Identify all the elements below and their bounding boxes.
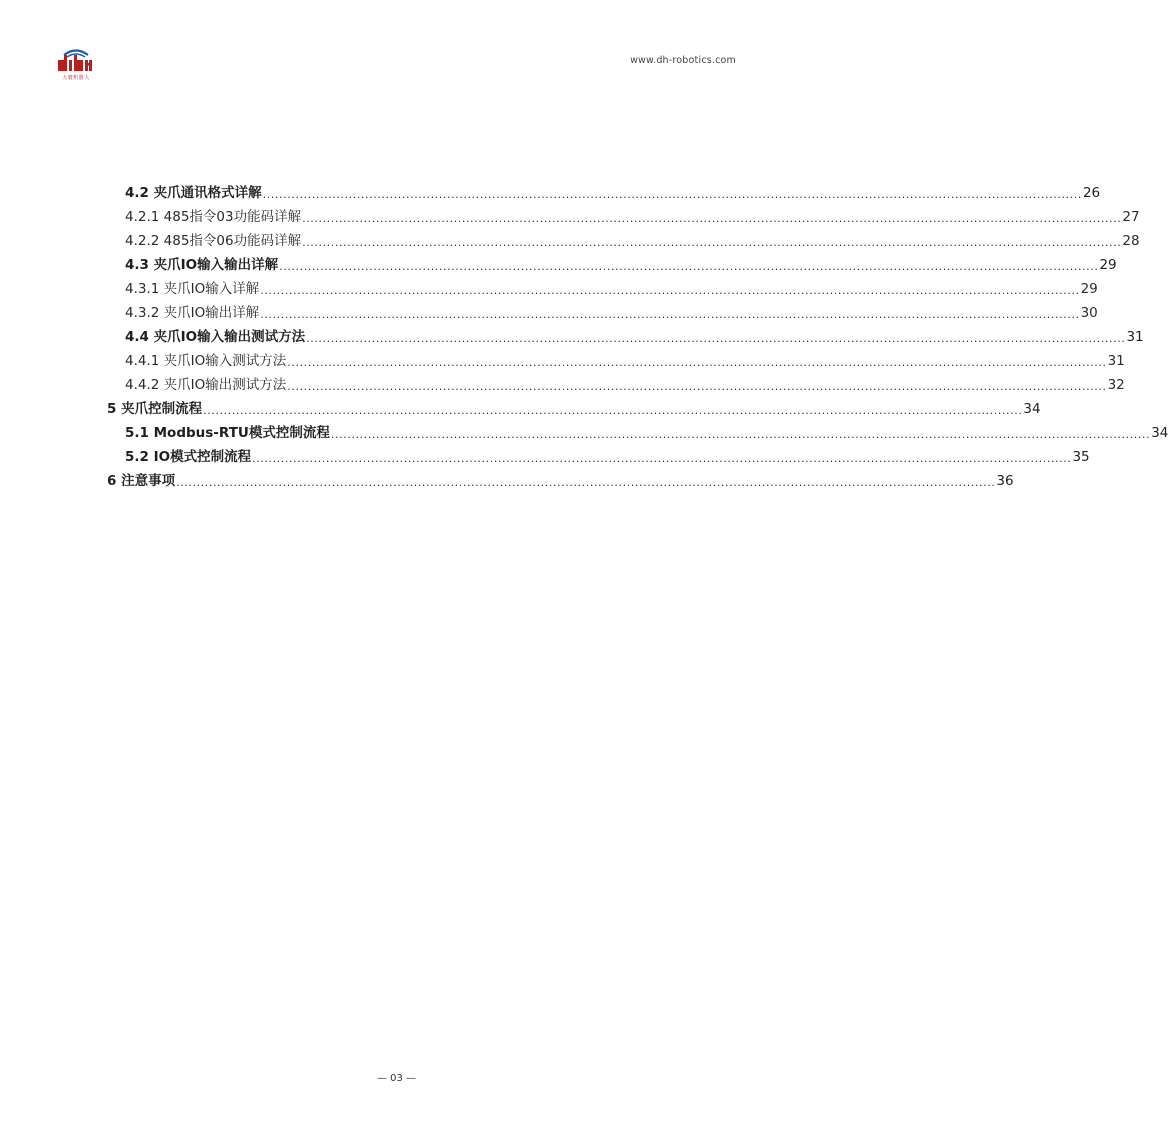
- toc-leader-dots: ........................................................................................................................................................................................................: [252, 452, 1072, 465]
- toc-entry-page: 28: [1122, 233, 1140, 249]
- toc-entry-page: 31: [1126, 329, 1144, 345]
- toc-entry-title: 4.2.1 485指令03功能码详解: [125, 209, 302, 225]
- toc-leader-dots: ........................................................................................................................................................................................................: [287, 356, 1107, 369]
- logo-caption: 大寰机器人: [62, 75, 90, 81]
- toc-entry-title: 4.3.1 夹爪IO输入详解: [125, 281, 260, 297]
- toc-entry-page: 29: [1099, 257, 1117, 273]
- toc-entry[interactable]: [125, 207, 1140, 227]
- toc-entry-title: 4.2.2 485指令06功能码详解: [125, 233, 302, 249]
- toc-entry-page: 34: [1023, 401, 1041, 417]
- toc-entry[interactable]: [125, 231, 1140, 251]
- toc-entry-title: 4.4.1 夹爪IO输入测试方法: [125, 353, 287, 369]
- toc-entry[interactable]: [125, 351, 1125, 371]
- toc-entry-title: 4.4 夹爪IO输入输出测试方法: [125, 329, 306, 345]
- toc-entry-page: 35: [1072, 449, 1090, 465]
- toc-entry[interactable]: [125, 375, 1125, 395]
- page-number: — 03 —: [376, 1073, 417, 1084]
- toc-leader-dots: ........................................................................................................................................................................................................: [176, 476, 996, 489]
- toc-leader-dots: ........................................................................................................................................................................................................: [287, 380, 1107, 393]
- toc-leader-dots: ........................................................................................................................................................................................................: [302, 212, 1122, 225]
- toc-entry-title: 4.2 夹爪通讯格式详解: [125, 185, 262, 201]
- toc-leader-dots: ........................................................................................................................................................................................................: [260, 308, 1080, 321]
- website-url: www.dh-robotics.com: [630, 55, 736, 66]
- toc-leader-dots: ........................................................................................................................................................................................................: [260, 284, 1080, 297]
- toc-entry-title: 5.2 IO模式控制流程: [125, 449, 252, 465]
- toc-entry[interactable]: [107, 399, 1041, 419]
- toc-entry[interactable]: [125, 303, 1098, 323]
- toc-entry[interactable]: [125, 255, 1117, 275]
- toc-entry-title: 4.4.2 夹爪IO输出测试方法: [125, 377, 287, 393]
- toc-leader-dots: ........................................................................................................................................................................................................: [203, 404, 1023, 417]
- toc-entry[interactable]: [125, 279, 1098, 299]
- toc-entry[interactable]: [125, 423, 1168, 443]
- toc-entry-title: 5.1 Modbus-RTU模式控制流程: [125, 425, 330, 441]
- toc-entry[interactable]: [125, 447, 1090, 467]
- toc-entry-page: 36: [996, 473, 1014, 489]
- toc-entry-page: 27: [1122, 209, 1140, 225]
- toc-entry-page: 32: [1107, 377, 1125, 393]
- toc-leader-dots: ........................................................................................................................................................................................................: [306, 332, 1126, 345]
- toc-leader-dots: ........................................................................................................................................................................................................: [279, 260, 1099, 273]
- toc-entry-page: 30: [1080, 305, 1098, 321]
- toc-entry-page: 26: [1082, 185, 1101, 201]
- toc-entry-title: 4.3 夹爪IO输入输出详解: [125, 257, 279, 273]
- toc-entry-page: 31: [1107, 353, 1125, 369]
- toc-leader-dots: ........................................................................................................................................................................................................: [302, 236, 1122, 249]
- toc-leader-dots: ........................................................................................................................................................................................................: [330, 428, 1151, 441]
- toc-entry[interactable]: [125, 327, 1144, 347]
- toc-entry[interactable]: [107, 471, 1014, 491]
- toc-leader-dots: ........................................................................................................................................................................................................: [262, 188, 1082, 201]
- toc-entry-title: 4.3.2 夹爪IO输出详解: [125, 305, 260, 321]
- toc-entry-page: 29: [1080, 281, 1098, 297]
- toc-entry-title: 6 注意事项: [107, 473, 176, 489]
- toc-entry-page: 34: [1151, 425, 1168, 441]
- toc-entry-title: 5 夹爪控制流程: [107, 401, 203, 417]
- toc-entry[interactable]: [125, 183, 1101, 203]
